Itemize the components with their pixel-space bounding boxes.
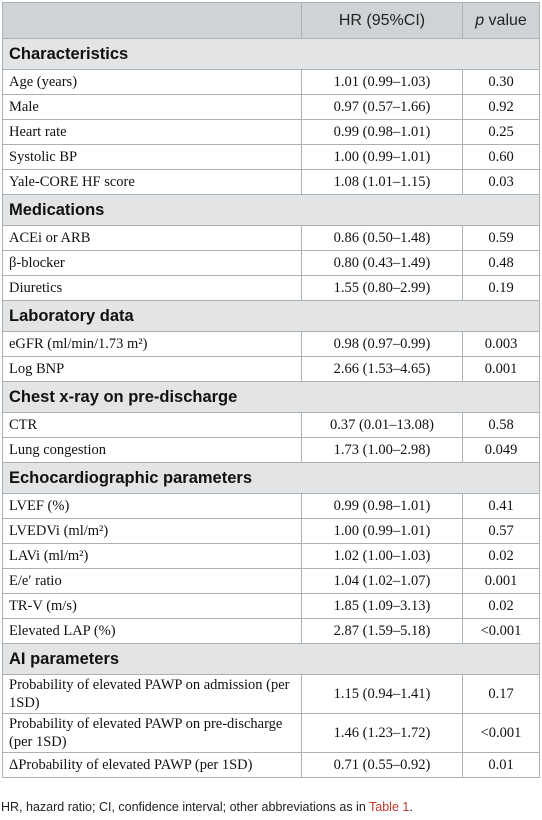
table-row [3,569,540,594]
row-hr-value: 1.08 (1.01–1.15) [302,170,463,195]
table-row [3,357,540,382]
row-hr-value: 0.80 (0.43–1.49) [302,251,463,276]
row-label: β-blocker [3,251,302,276]
row-p-value: 0.60 [463,145,540,170]
row-p-value: 0.001 [463,357,540,382]
row-p-value: 0.41 [463,494,540,519]
footnote-text: HR, hazard ratio; CI, confidence interval; other abbreviations as in [1,800,370,814]
section-header-row [3,195,540,226]
row-p-value: 0.02 [463,594,540,619]
row-hr-value: 1.73 (1.00–2.98) [302,438,463,463]
row-hr-value: 1.00 (0.99–1.01) [302,519,463,544]
row-hr-value: 0.99 (0.98–1.01) [302,494,463,519]
table-row [3,714,540,753]
row-hr-value: 0.99 (0.98–1.01) [302,120,463,145]
section-header-row [3,301,540,332]
row-p-value: 0.59 [463,226,540,251]
row-p-value: 0.17 [463,675,540,714]
row-hr-value: 1.04 (1.02–1.07) [302,569,463,594]
table-row [3,276,540,301]
row-p-value: 0.25 [463,120,540,145]
row-p-value: 0.01 [463,753,540,778]
row-label: LVEDVi (ml/m²) [3,519,302,544]
row-p-value: 0.48 [463,251,540,276]
row-p-value: 0.30 [463,70,540,95]
row-label: eGFR (ml/min/1.73 m²) [3,332,302,357]
row-hr-value: 0.97 (0.57–1.66) [302,95,463,120]
row-label: Yale-CORE HF score [3,170,302,195]
row-label: TR-V (m/s) [3,594,302,619]
section-header-row [3,39,540,70]
header-hr-cell: HR (95%CI) [302,3,463,39]
hazard-ratio-table [2,2,540,778]
row-hr-value: 1.55 (0.80–2.99) [302,276,463,301]
row-label: Heart rate [3,120,302,145]
table-row [3,594,540,619]
row-hr-value: 1.00 (0.99–1.01) [302,145,463,170]
header-p-cell [463,3,540,39]
table-row [3,95,540,120]
row-hr-value: 0.71 (0.55–0.92) [302,753,463,778]
row-label: Diuretics [3,276,302,301]
row-p-value: <0.001 [463,714,540,753]
section-header-row [3,644,540,675]
section-header-row [3,463,540,494]
table-row [3,753,540,778]
table-body [3,39,540,778]
row-label: E/e′ ratio [3,569,302,594]
section-title: Medications [3,195,540,226]
row-hr-value: 1.85 (1.09–3.13) [302,594,463,619]
section-title: Chest x-ray on pre-discharge [3,382,540,413]
section-title: Characteristics [3,39,540,70]
row-p-value: 0.92 [463,95,540,120]
table-header-row [3,3,540,39]
row-hr-value: 2.66 (1.53–4.65) [302,357,463,382]
row-hr-value: 0.98 (0.97–0.99) [302,332,463,357]
row-hr-value: 0.37 (0.01–13.08) [302,413,463,438]
hazard-ratio-table-container [2,2,539,778]
footnote-table-link[interactable]: Table 1 [369,800,410,814]
table-row [3,519,540,544]
row-p-value: 0.049 [463,438,540,463]
row-p-value: 0.02 [463,544,540,569]
row-hr-value: 1.02 (1.00–1.03) [302,544,463,569]
header-label-cell [3,3,302,39]
table-row [3,438,540,463]
row-label: Systolic BP [3,145,302,170]
table-row [3,332,540,357]
footnote-end: . [409,800,413,814]
section-title: Laboratory data [3,301,540,332]
row-p-value: 0.001 [463,569,540,594]
row-p-value: <0.001 [463,619,540,644]
row-p-value: 0.58 [463,413,540,438]
row-p-value: 0.57 [463,519,540,544]
row-label: Log BNP [3,357,302,382]
section-title: Echocardiographic parameters [3,463,540,494]
row-hr-value: 1.01 (0.99–1.03) [302,70,463,95]
section-header-row [3,382,540,413]
row-p-value: 0.19 [463,276,540,301]
table-row [3,675,540,714]
header-p-italic: p [475,11,485,29]
table-row [3,413,540,438]
row-label: ACEi or ARB [3,226,302,251]
row-label: Male [3,95,302,120]
row-hr-value: 1.15 (0.94–1.41) [302,675,463,714]
row-hr-value: 2.87 (1.59–5.18) [302,619,463,644]
table-row [3,494,540,519]
table-row [3,251,540,276]
section-title: AI parameters [3,644,540,675]
row-label: CTR [3,413,302,438]
row-label: Probability of elevated PAWP on pre-discharge (per 1SD) [3,714,302,753]
header-p-rest: value [484,11,527,29]
row-hr-value: 0.86 (0.50–1.48) [302,226,463,251]
row-label: Probability of elevated PAWP on admission (per 1SD) [3,675,302,714]
table-row [3,544,540,569]
table-footnote [1,800,413,814]
row-label: Elevated LAP (%) [3,619,302,644]
row-hr-value: 1.46 (1.23–1.72) [302,714,463,753]
row-p-value: 0.03 [463,170,540,195]
row-label: LAVi (ml/m²) [3,544,302,569]
row-label: LVEF (%) [3,494,302,519]
row-p-value: 0.003 [463,332,540,357]
table-row [3,70,540,95]
row-label: ΔProbability of elevated PAWP (per 1SD) [3,753,302,778]
table-row [3,619,540,644]
table-row [3,170,540,195]
table-row [3,145,540,170]
table-row [3,226,540,251]
row-label: Lung congestion [3,438,302,463]
table-row [3,120,540,145]
row-label: Age (years) [3,70,302,95]
